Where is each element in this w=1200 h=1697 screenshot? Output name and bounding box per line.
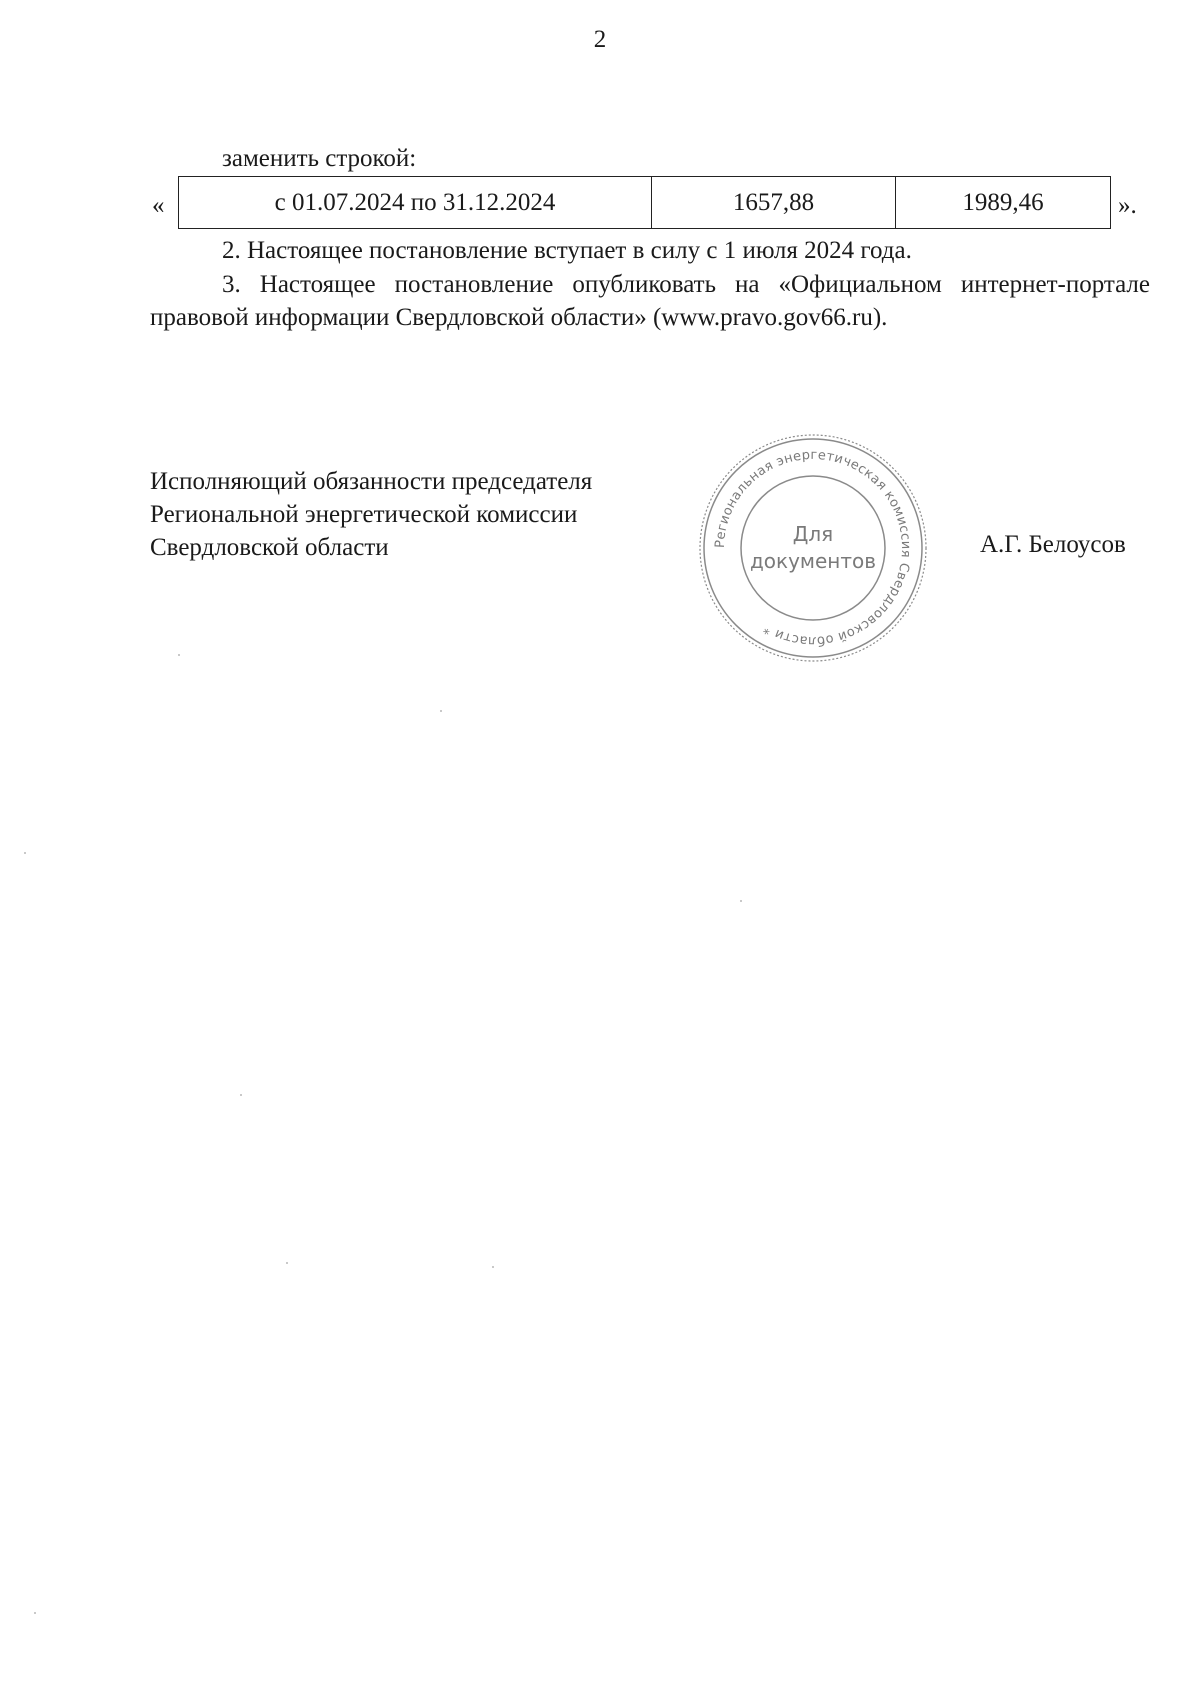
scan-speck [492,1266,494,1268]
official-stamp [697,432,929,664]
signer-title-line: Свердловской области [150,534,389,561]
stamp-outer-text: Региональная энергетическая комиссия Свердловской области * [712,447,914,649]
signer-name: А.Г. Белоусов [980,531,1126,558]
value-cell-2: 1989,46 [962,188,1044,216]
tariff-table-row [178,176,1111,229]
page-number: 2 [593,26,607,53]
period-cell: с 01.07.2024 по 31.12.2024 [179,177,652,228]
replace-label: заменить строкой: [222,145,417,172]
paragraph-publication: 3. Настоящее постановление опубликовать на «Официальном интернет-портале правовой информации Свердловской области» (www.pravo.gov66.ru). [150,271,1150,331]
scan-speck [34,1612,36,1614]
scan-speck [440,710,442,712]
scan-speck [178,654,180,656]
scan-speck [24,852,26,854]
scan-speck [240,1094,242,1096]
value-cell-1: 1657,88 [652,177,896,228]
signer-title-line: Региональной энергетической комиссии [150,501,578,528]
signer-title [150,465,592,564]
stamp-center-line: документов [749,549,877,573]
stamp-center-line: Для [792,522,834,546]
closing-quote: ». [1118,192,1137,219]
paragraph-effective-date: 2. Настоящее постановление вступает в силу с 1 июля 2024 года. [222,237,912,264]
svg-text:Региональная энергетическая ко [713,448,913,648]
scan-speck [286,1262,288,1264]
opening-quote: « [152,192,165,219]
scan-speck [740,900,742,902]
signer-title-line: Исполняющий обязанности председателя [150,468,593,495]
